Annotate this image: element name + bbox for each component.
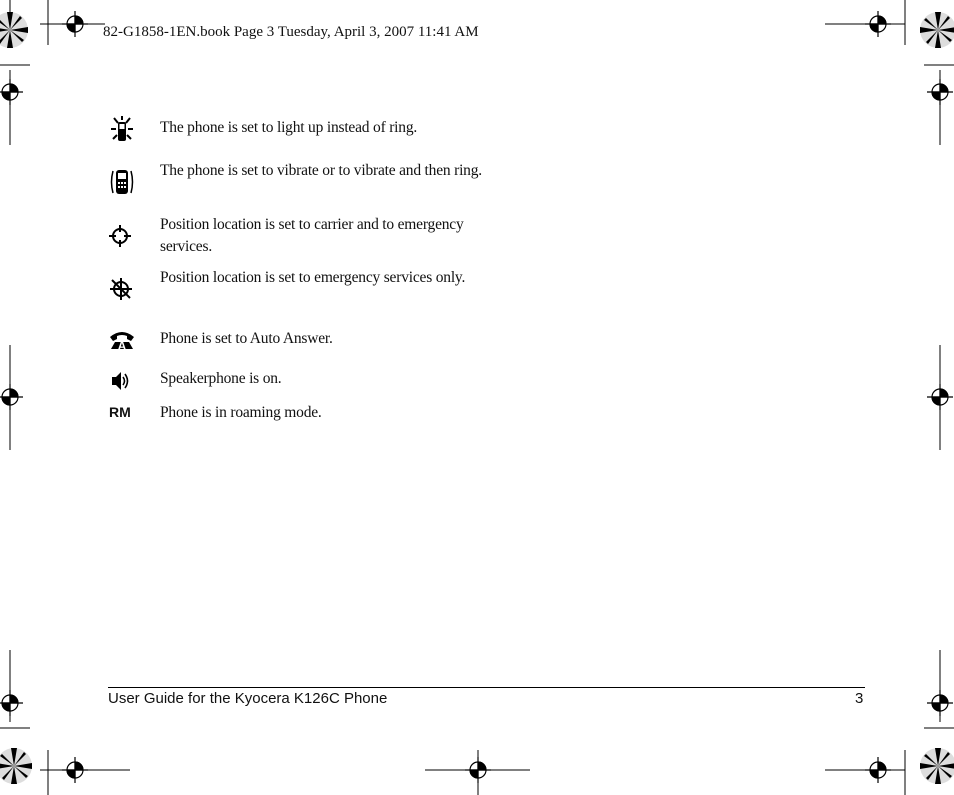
- legend-row: [108, 212, 488, 258]
- legend-row: [108, 368, 488, 394]
- footer-rule: [108, 687, 865, 688]
- roaming-icon: [108, 402, 136, 430]
- legend-row: [108, 326, 488, 356]
- footer-title: User Guide for the Kyocera K126C Phone: [108, 690, 388, 707]
- vibrate-icon: [108, 168, 136, 196]
- legend-row: [108, 402, 488, 428]
- location-on-icon: [108, 222, 136, 250]
- light-up-icon: [108, 115, 136, 143]
- roaming-glyph: RM: [109, 404, 131, 420]
- legend-row: [108, 265, 488, 311]
- legend-text: Position location is set to emergency services only.: [160, 269, 466, 286]
- legend-text: Phone is set to Auto Answer.: [160, 330, 333, 347]
- auto-answer-glyph: A: [117, 339, 127, 353]
- location-e911-icon: [108, 276, 136, 304]
- legend-text: Phone is in roaming mode.: [160, 404, 322, 421]
- legend-text: Position location is set to carrier and to emergency services.: [160, 216, 464, 255]
- legend-text: Speakerphone is on.: [160, 370, 282, 387]
- page-number: 3: [855, 690, 864, 707]
- legend-row: [108, 158, 488, 204]
- speakerphone-icon: [108, 367, 136, 395]
- auto-answer-icon: [108, 327, 136, 355]
- legend-text: The phone is set to vibrate or to vibrate and then ring.: [160, 162, 482, 179]
- legend-text: The phone is set to light up instead of ring.: [160, 119, 418, 136]
- legend-row: [108, 115, 488, 145]
- print-slug: 82-G1858-1EN.book Page 3 Tuesday, April 3, 2007 11:41 AM: [103, 24, 479, 40]
